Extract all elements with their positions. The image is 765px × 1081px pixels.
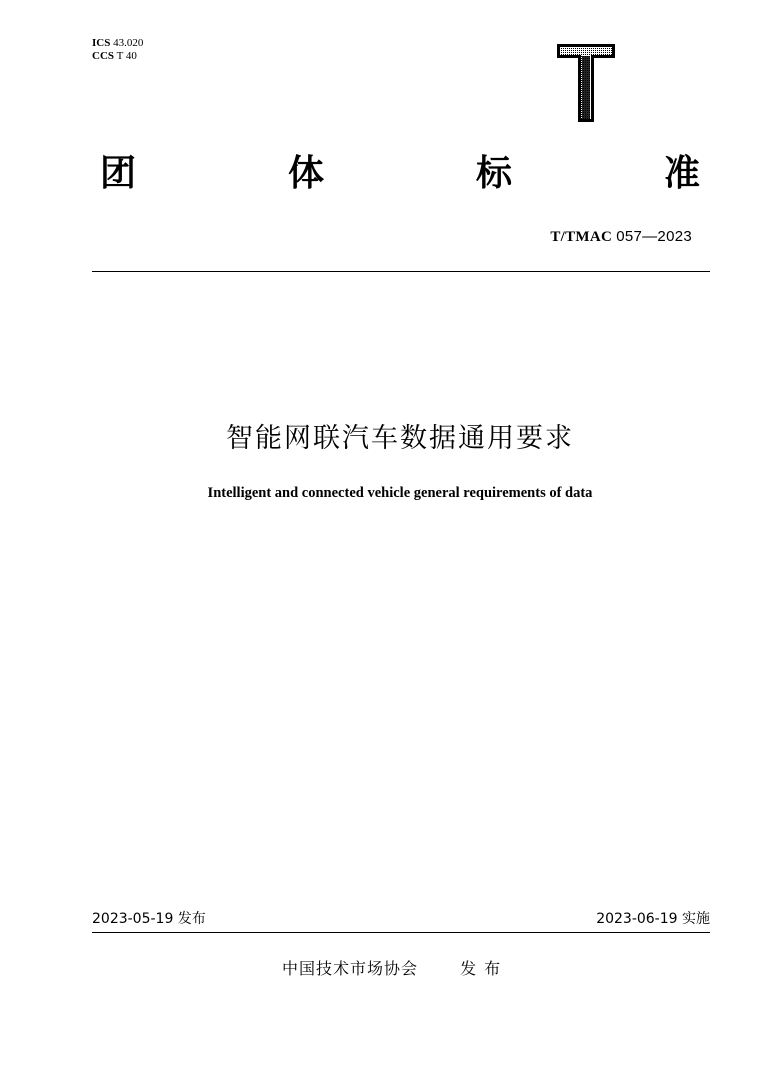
standard-type-char-4: 准 [663, 153, 700, 194]
standard-type-heading [100, 152, 700, 198]
ccs-value: T 40 [116, 50, 137, 62]
ics-line [92, 37, 143, 50]
chinese-title: 智能网联汽车数据通用要求 [226, 423, 574, 454]
effective-date: 2023-06-19 实施 [596, 911, 710, 927]
standard-type-char-3: 标 [475, 153, 512, 194]
publisher-line [282, 956, 508, 979]
english-title: Intelligent and connected vehicle general requirements of data [207, 485, 593, 501]
publisher-name: 中国技术市场协会 [282, 959, 419, 978]
ics-label: ICS [92, 37, 111, 49]
publish-date: 2023-05-19 发布 [92, 911, 206, 927]
ccs-label: CCS [92, 50, 115, 62]
standard-number [550, 228, 692, 246]
standard-type-char-2: 体 [287, 153, 324, 194]
standard-number-prefix: T/TMAC [550, 229, 613, 245]
top-divider [92, 271, 710, 272]
ics-value: 43.020 [113, 37, 144, 49]
bottom-divider [92, 932, 710, 933]
standard-number-code: 057—2023 [616, 228, 692, 245]
ccs-line [92, 50, 143, 63]
publisher-issue: 发布 [460, 959, 509, 978]
standard-t-logo [557, 44, 615, 122]
standard-type-char-1: 团 [100, 153, 137, 194]
ics-ccs-block [92, 37, 143, 63]
